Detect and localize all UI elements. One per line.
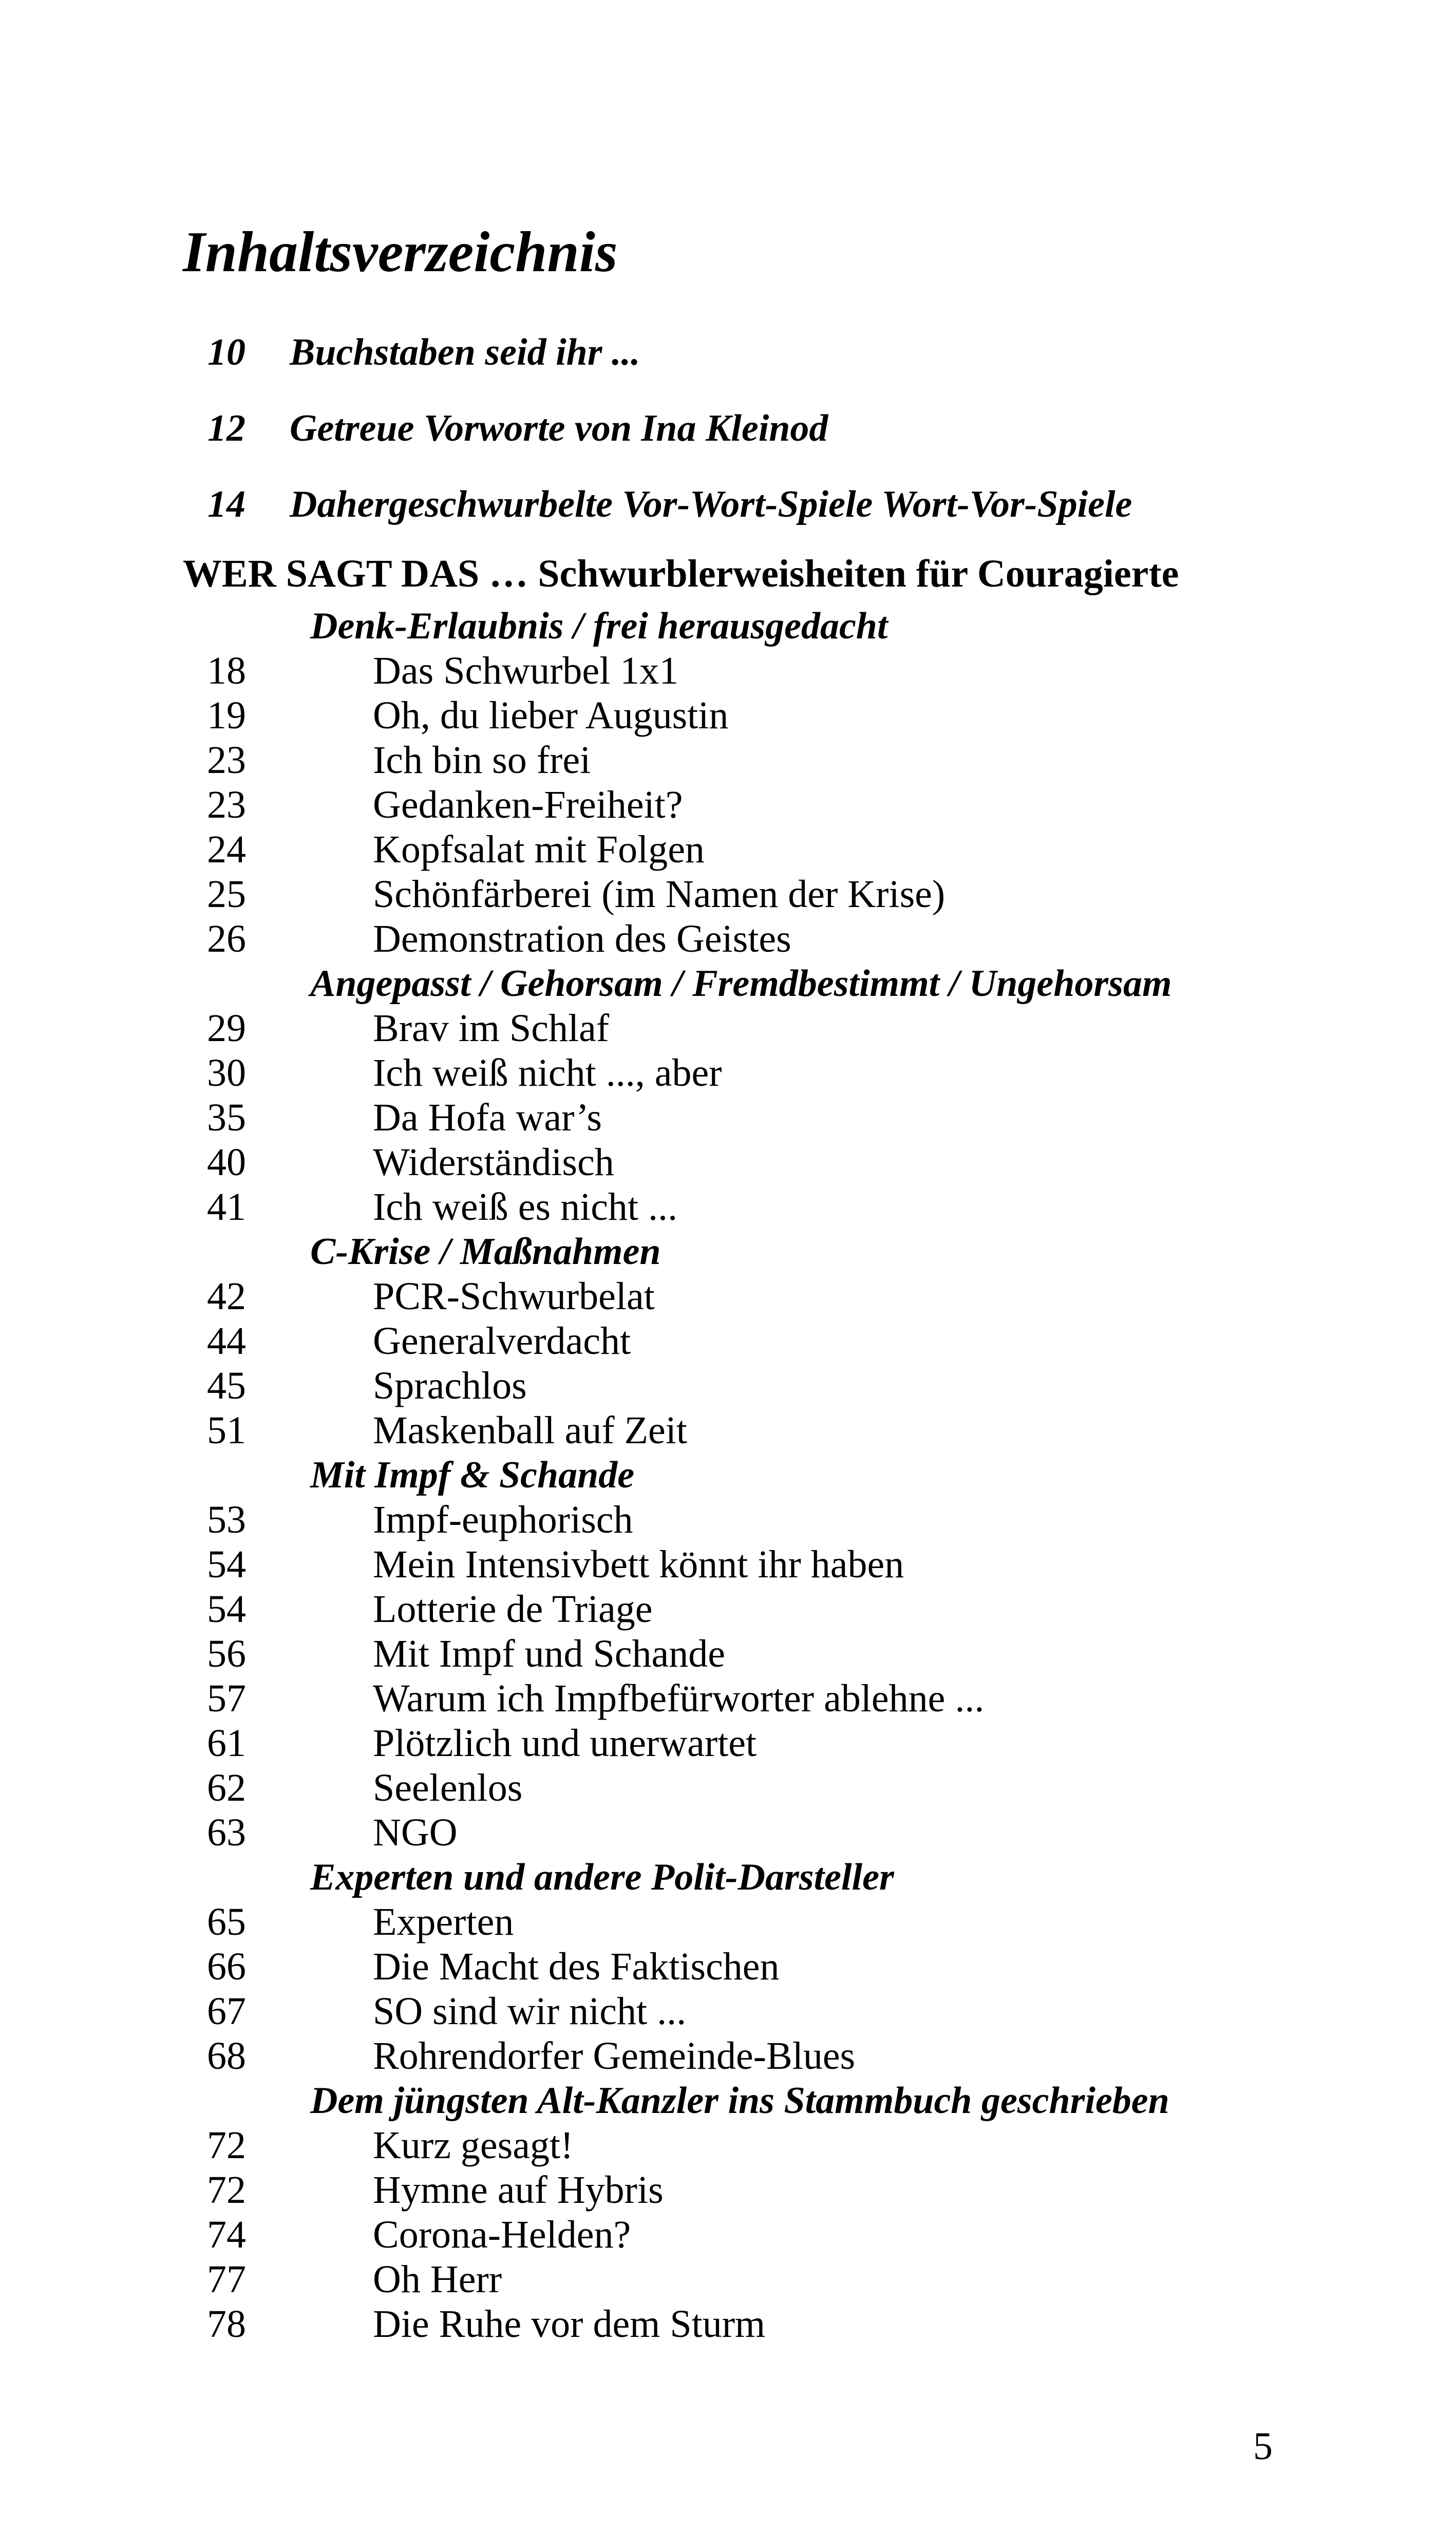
entry-title: Das Schwurbel 1x1 [373, 649, 679, 692]
entry-title: Maskenball auf Zeit [373, 1409, 688, 1452]
entry-page-number: 51 [207, 1409, 246, 1452]
toc-entry [183, 1364, 1338, 1408]
entry-title: Kopfsalat mit Folgen [373, 828, 705, 871]
toc-entry [183, 2168, 1338, 2213]
entry-title: Ich weiß nicht ..., aber [373, 1051, 722, 1094]
entry-page-number: 54 [207, 1543, 246, 1586]
entry-title: NGO [373, 1811, 458, 1854]
entry-page-number: 18 [207, 649, 246, 692]
toc-entry [183, 2302, 1338, 2347]
entry-page-number: 65 [207, 1900, 246, 1943]
group-title: Dem jüngsten Alt-Kanzler ins Stammbuch geschrieben [310, 2080, 1169, 2122]
entry-page-number: 72 [207, 2124, 246, 2167]
entry-title: Oh Herr [373, 2258, 502, 2301]
toc-entry [183, 466, 1313, 542]
toc-entry [183, 314, 1313, 390]
entry-title: Ich bin so frei [373, 739, 591, 782]
group-title: Angepasst / Gehorsam / Fremdbestimmt / Ungehorsam [310, 962, 1172, 1005]
toc-entry [183, 738, 1338, 783]
entry-page-number: 29 [207, 1007, 246, 1050]
toc-entry [183, 1006, 1338, 1051]
entry-page-number: 35 [207, 1096, 246, 1139]
toc-entry [183, 1766, 1338, 1810]
entry-title: Hymne auf Hybris [373, 2168, 664, 2212]
entry-title: Corona-Helden? [373, 2213, 631, 2256]
entry-page-number: 14 [207, 483, 245, 525]
toc-entry [183, 827, 1338, 872]
entry-page-number: 23 [207, 783, 246, 826]
entry-title: Experten [373, 1900, 514, 1943]
entry-page-number: 66 [207, 1945, 246, 1988]
entry-page-number: 78 [207, 2302, 246, 2346]
entry-page-number: 53 [207, 1498, 246, 1541]
group-title: C-Krise / Maßnahmen [310, 1231, 661, 1273]
toc-entry [183, 917, 1338, 961]
entry-page-number: 63 [207, 1811, 246, 1854]
toc-entry [183, 1542, 1338, 1587]
entry-page-number: 45 [207, 1364, 246, 1407]
intro-entries [183, 314, 1313, 542]
entry-page-number: 56 [207, 1632, 246, 1675]
page-number: 5 [1253, 2425, 1273, 2468]
entry-title: Gedanken-Freiheit? [373, 783, 683, 826]
entry-title: Getreue Vorworte von Ina Kleinod [290, 407, 828, 449]
toc-entry [183, 1721, 1338, 1766]
toc-entry [183, 1676, 1338, 1721]
toc-entry [183, 649, 1338, 693]
entry-page-number: 10 [207, 331, 245, 373]
toc-entry [183, 1498, 1338, 1542]
entry-page-number: 61 [207, 1722, 246, 1765]
entry-title: Ich weiß es nicht ... [373, 1185, 678, 1229]
entry-page-number: 72 [207, 2168, 246, 2212]
toc-entry [183, 390, 1313, 466]
entry-page-number: 30 [207, 1051, 246, 1094]
entry-title: Kurz gesagt! [373, 2124, 574, 2167]
entry-title: Generalverdacht [373, 1319, 631, 1363]
toc-entry [183, 1632, 1338, 1676]
toc-entry [183, 783, 1338, 827]
group-title: Mit Impf & Schande [310, 1454, 635, 1496]
section-heading: WER SAGT DAS … Schwurblerweisheiten für Couragierte [183, 552, 1179, 595]
entry-page-number: 54 [207, 1588, 246, 1631]
toc-entry [183, 1096, 1338, 1140]
entry-page-number: 42 [207, 1275, 246, 1318]
entry-page-number: 19 [207, 694, 246, 737]
toc-entry [183, 1408, 1338, 1453]
toc-entry [183, 1319, 1338, 1364]
entry-page-number: 41 [207, 1185, 246, 1229]
toc-entry [183, 1945, 1338, 1989]
entry-title: Mit Impf und Schande [373, 1632, 726, 1675]
toc-entry [183, 1185, 1338, 1230]
entry-page-number: 40 [207, 1141, 246, 1184]
entry-page-number: 74 [207, 2213, 246, 2256]
group-title: Denk-Erlaubnis / frei herausgedacht [310, 605, 888, 647]
entry-page-number: 67 [207, 1990, 246, 2033]
entry-title: Widerständisch [373, 1141, 614, 1184]
entry-title: Plötzlich und unerwartet [373, 1722, 757, 1765]
entry-title: Oh, du lieber Augustin [373, 694, 729, 737]
entry-page-number: 23 [207, 739, 246, 782]
toc-entry [183, 1989, 1338, 2034]
entry-title: Da Hofa war’s [373, 1096, 602, 1139]
toc-entry [183, 872, 1338, 917]
toc-entry [183, 693, 1338, 738]
entry-title: Schönfärberei (im Namen der Krise) [373, 873, 946, 916]
entry-page-number: 26 [207, 917, 246, 960]
entry-page-number: 62 [207, 1766, 246, 1809]
entry-page-number: 24 [207, 828, 246, 871]
toc-entry [183, 1810, 1338, 1855]
entry-title: Rohrendorfer Gemeinde-Blues [373, 2034, 856, 2078]
entry-title: Demonstration des Geistes [373, 917, 791, 960]
toc-entry [183, 2213, 1338, 2257]
entry-title: SO sind wir nicht ... [373, 1990, 687, 2033]
entry-title: Die Macht des Faktischen [373, 1945, 780, 1988]
entry-title: PCR-Schwurbelat [373, 1275, 655, 1318]
toc-entry [183, 2034, 1338, 2079]
entry-title: Lotterie de Triage [373, 1588, 653, 1631]
toc-entry [183, 2257, 1338, 2302]
entry-page-number: 25 [207, 873, 246, 916]
entry-title: Sprachlos [373, 1364, 527, 1407]
entry-title: Die Ruhe vor dem Sturm [373, 2302, 766, 2346]
entry-page-number: 57 [207, 1677, 246, 1720]
toc-entry [183, 1051, 1338, 1096]
toc-list [183, 604, 1338, 2347]
entry-title: Seelenlos [373, 1766, 523, 1809]
toc-entry [183, 1140, 1338, 1185]
toc-entry [183, 2123, 1338, 2168]
toc-entry [183, 1900, 1338, 1945]
group-title: Experten und andere Polit-Darsteller [310, 1856, 894, 1898]
entry-title: Brav im Schlaf [373, 1007, 610, 1050]
entry-page-number: 77 [207, 2258, 246, 2301]
entry-page-number: 12 [207, 407, 245, 449]
toc-entry [183, 1274, 1338, 1319]
entry-title: Warum ich Impfbefürworter ablehne ... [373, 1677, 985, 1720]
entry-title: Dahergeschwurbelte Vor-Wort-Spiele Wort-Vor-Spiele [290, 483, 1132, 525]
toc-entry [183, 1587, 1338, 1632]
entry-title: Mein Intensivbett könnt ihr haben [373, 1543, 904, 1586]
entry-title: Impf-euphorisch [373, 1498, 633, 1541]
entry-title: Buchstaben seid ihr ... [290, 331, 640, 373]
entry-page-number: 68 [207, 2034, 246, 2078]
entry-page-number: 44 [207, 1319, 246, 1363]
toc-title: Inhaltsverzeichnis [183, 220, 618, 284]
